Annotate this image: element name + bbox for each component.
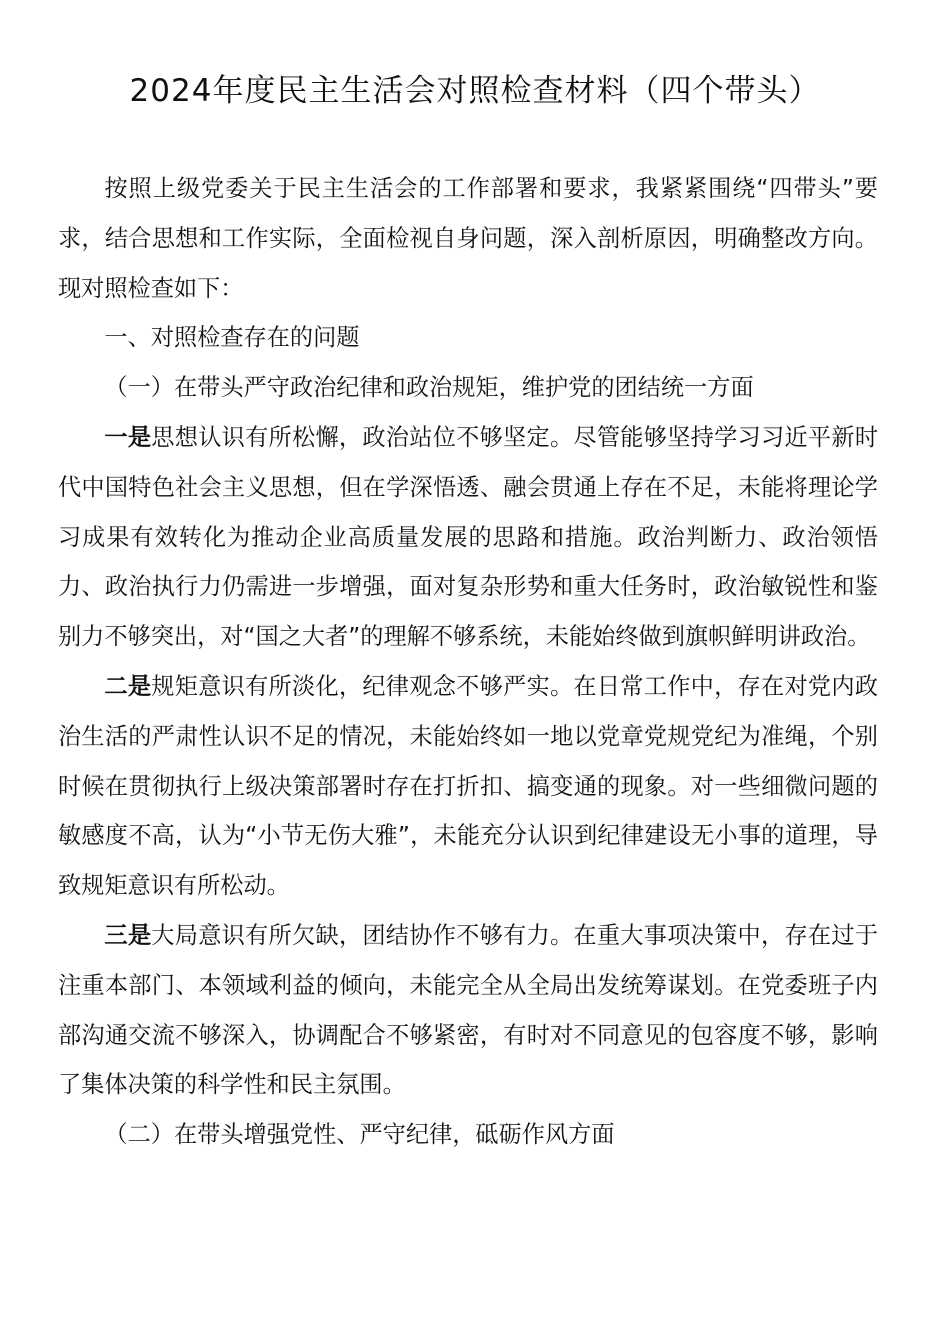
subsection-heading-2: （二）在带头增强党性、严守纪律，砥砺作风方面 xyxy=(104,1121,615,1149)
point-text: 大局意识有所欠缺，团结协作不够有力。在重大事项决策中，存在过于注重本部门、本领域利益的倾向，未能完全从全局出发统筹谋划。在党委班子内部沟通交流不够深入，协调配合不够紧密，有时对不同意见的包容度不够，影响了集体决策的科学性和民主氛围。 xyxy=(58,921,879,1099)
document-title: 2024年度民主生活会对照检查材料（四个带头） xyxy=(129,73,821,109)
intro-paragraph: 按照上级党委关于民主生活会的工作部署和要求，我紧紧围绕“四带头”要求，结合思想和工作实际，全面检视自身问题，深入剖析原因，明确整改方向。现对照检查如下： xyxy=(58,175,878,302)
point-lead: 二是 xyxy=(104,672,152,700)
point-paragraph-1 xyxy=(58,413,878,662)
point-lead: 一是 xyxy=(104,423,152,451)
point-text: 规矩意识有所淡化，纪律观念不够严实。在日常工作中，存在对党内政治生活的严肃性认识不足的情况，未能始终如一地以党章党规党纪为准绳，个别时候在贯彻执行上级决策部署时存在打折扣、搞变通的现象。对一些细微问题的敏感度不高，认为“小节无伤大雅”，未能充分认识到纪律建设无小事的道理，导致规矩意识有所松动。 xyxy=(58,672,879,900)
point-paragraph-2 xyxy=(58,662,878,911)
point-lead: 三是 xyxy=(104,921,152,949)
point-paragraph-3 xyxy=(58,911,878,1110)
point-text: 思想认识有所松懈，政治站位不够坚定。尽管能够坚持学习习近平新时代中国特色社会主义思想，但在学深悟透、融会贯通上存在不足，未能将理论学习成果有效转化为推动企业高质量发展的思路和措施。政治判断力、政治领悟力、政治执行力仍需进一步增强，面对复杂形势和重大任务时，政治敏锐性和鉴别力不够突出，对“国之大者”的理解不够系统，未能始终做到旗帜鲜明讲政治。 xyxy=(58,423,879,651)
subsection-heading-1: （一）在带头严守政治纪律和政治规矩，维护党的团结统一方面 xyxy=(104,374,754,402)
document-body xyxy=(58,164,878,1160)
section-heading-1: 一、对照检查存在的问题 xyxy=(104,324,360,352)
